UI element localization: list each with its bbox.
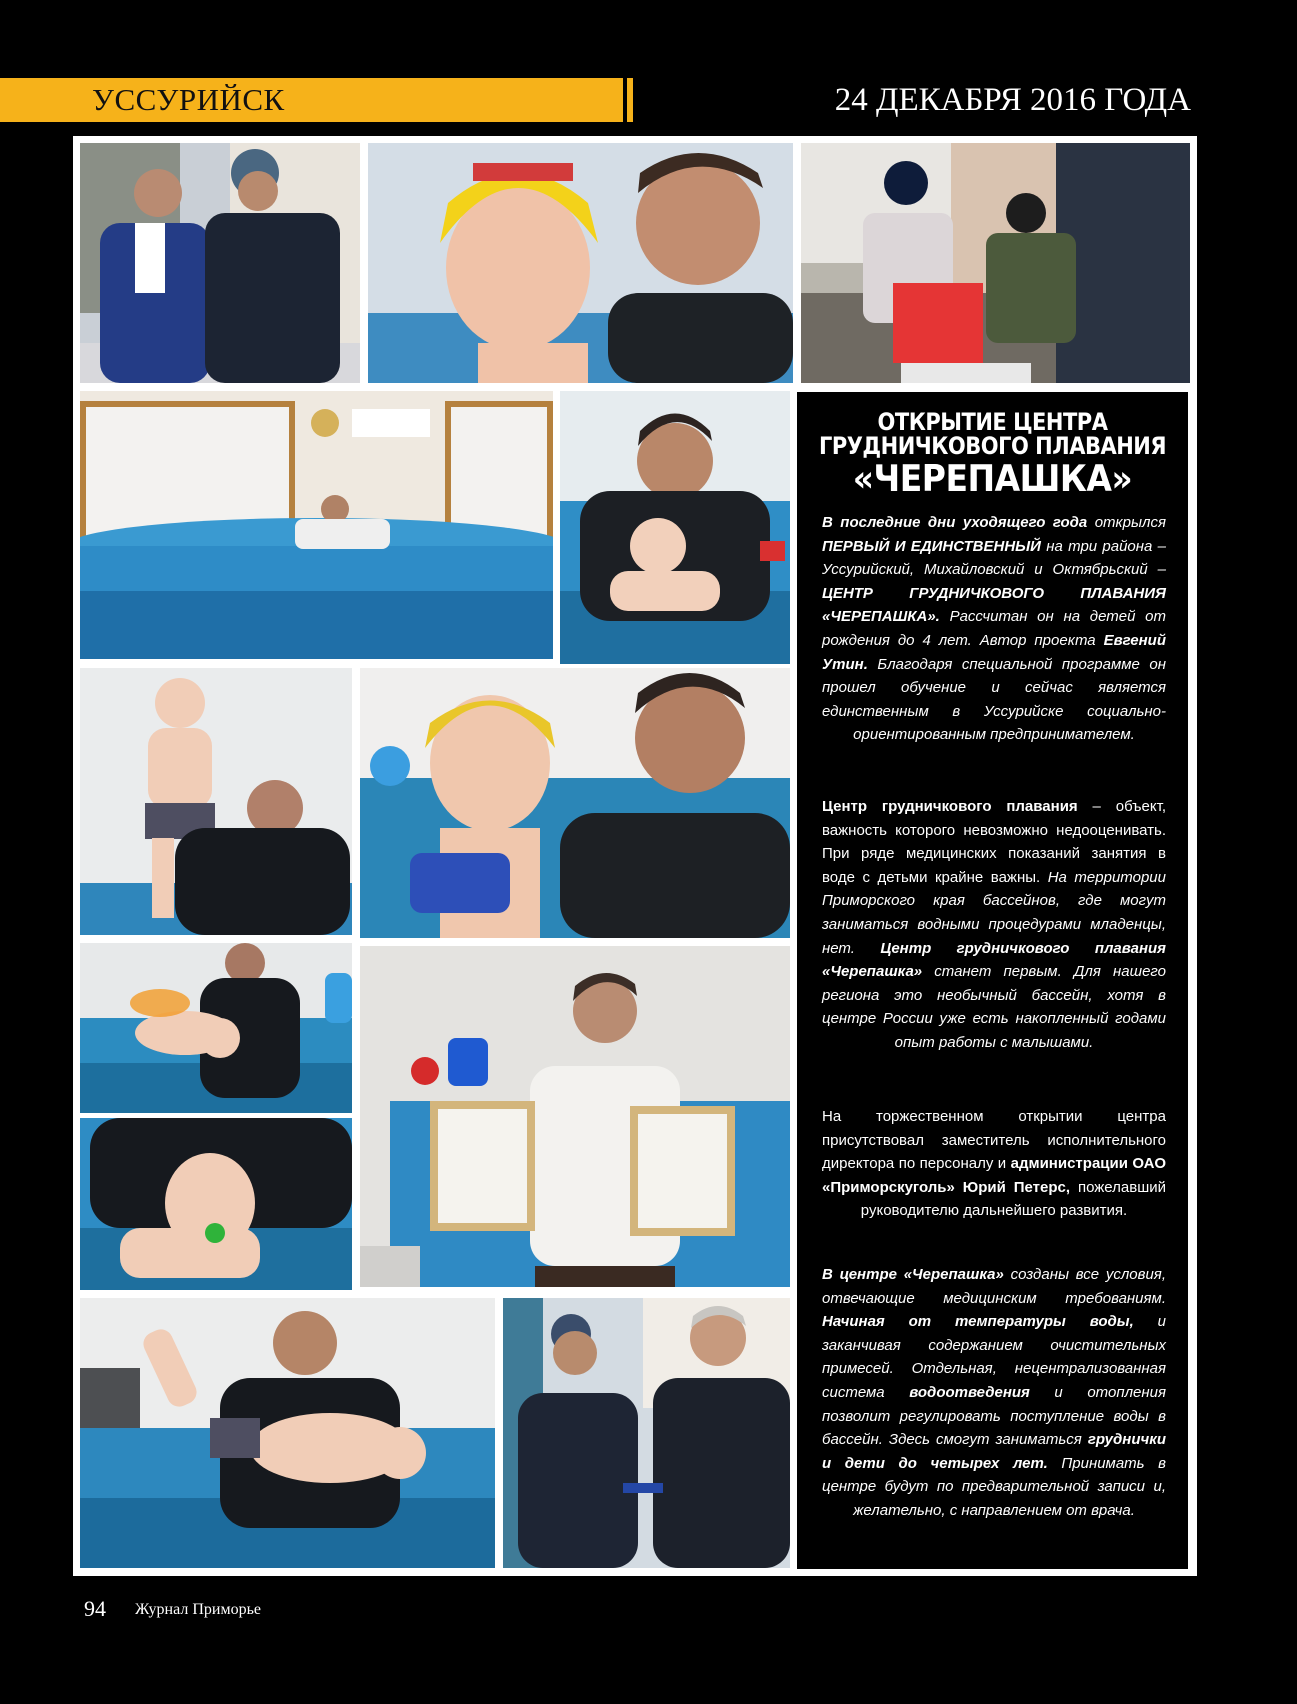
p2-italic: На территории Приморского края бассейнов, где могут заниматься водными процедурами младенцы, нет. [822,868,1166,957]
p1-center-name: ЦЕНТР ГРУДНИЧКОВОГО ПЛАВАНИЯ «ЧЕРЕПАШКА». [822,584,1166,626]
photo-instructor-certificates [360,946,790,1287]
p4-text: созданы все условия, отвечающие медицинским требованиям. [822,1266,1166,1307]
photo-two-men-scissors [503,1298,790,1568]
p4-emphasis-3: груднички и дети до четырех лет. [822,1431,1166,1472]
p3-text-2: пожелавший руководителю дальнейшего развития. [860,1178,1166,1220]
p1-text-3: Рассчитан он на детей от рождения до 4 лет. Автор проекта [822,608,1166,649]
section-bar-edge [627,78,633,122]
headline-line-1: ОТКРЫТИЕ ЦЕНТРА [877,408,1108,436]
article-headline [797,410,1188,500]
photo-baby-held-up [80,668,352,935]
p2-text: – объект, важность которого невозможно недооценивать. При ряде медицинских показаний занятия в воде с детьми крайне важны. [822,798,1166,886]
magazine-name: Журнал Приморье [135,1601,261,1618]
p1-author: Евгений Утин. [822,631,1166,673]
photo-handshake [80,143,360,383]
paragraph-3 [822,1105,1166,1223]
article-box [797,392,1188,1569]
paragraph-1 [822,511,1166,747]
p1-text-2: на три района – Уссурийский, Михайловский и Октябрьский – [822,537,1166,579]
photo-baby-float [80,943,352,1113]
photo-toddler-toy-bus [360,668,790,938]
photo-kids-donation-box [801,143,1190,383]
p3-emphasis: администрации ОАО «Приморскуголь» Юрий Петерс, [822,1155,1166,1196]
headline-line-2: ГРУДНИЧКОВОГО ПЛАВАНИЯ [818,432,1167,460]
p4-text-2: и заканчивая содержанием очистительных примесей. Отдельная, нецентрализованная система [822,1313,1166,1401]
headline-line-3: «ЧЕРЕПАШКА» [852,457,1133,500]
photo-pool-window [80,391,553,659]
p2-center-name: Центр грудничкового плавания «Черепашка» [822,939,1167,981]
p3-text: На торжественном открытии центра присутствовал заместитель исполнительного директора по персоналу и [822,1108,1166,1173]
issue-date: 24 ДЕКАБРЯ 2016 ГОДА [834,82,1191,118]
p2-lead: Центр грудничкового плавания [822,798,1078,815]
page-number: 94 [84,1596,106,1621]
photo-baby-green-toy [80,1118,352,1290]
photo-instructor-baby-pool [560,391,790,664]
paragraph-2 [822,795,1166,1055]
p1-text: открылся [1087,514,1166,531]
p1-emphasis: ПЕРВЫЙ И ЕДИНСТВЕННЫЙ [822,537,1041,555]
p4-lead: В центре «Черепашка» [822,1266,1004,1283]
photo-instructor-lifting-baby [80,1298,495,1568]
p4-emphasis: Начиная от температуры воды, [822,1313,1134,1331]
p4-text-4: Принимать в центре будут по предварительной записи и, желательно, с направлением от врача. [822,1454,1166,1519]
p4-emphasis-2: водоотведения [909,1383,1030,1401]
p2-italic-2: станет первым. Для нашего региона это необычный бассейн, хотя в центре России уже есть накопленный годами опыт работы с малышами. [822,963,1166,1051]
section-title: УССУРИЙСК [92,82,285,117]
p4-text-3: и отопления позволит регулировать поступление воды в бассейн. Здесь смогут заниматься [822,1383,1166,1449]
p1-lead: В последние дни уходящего года [822,514,1088,531]
p1-text-4: Благодаря специальной программе он прошел обучение и сейчас является единственным в Уссурийске социально-ориентированным предпринимателем. [822,655,1166,744]
photo-toddler-yellow-cap [368,143,793,383]
paragraph-4 [822,1263,1166,1523]
